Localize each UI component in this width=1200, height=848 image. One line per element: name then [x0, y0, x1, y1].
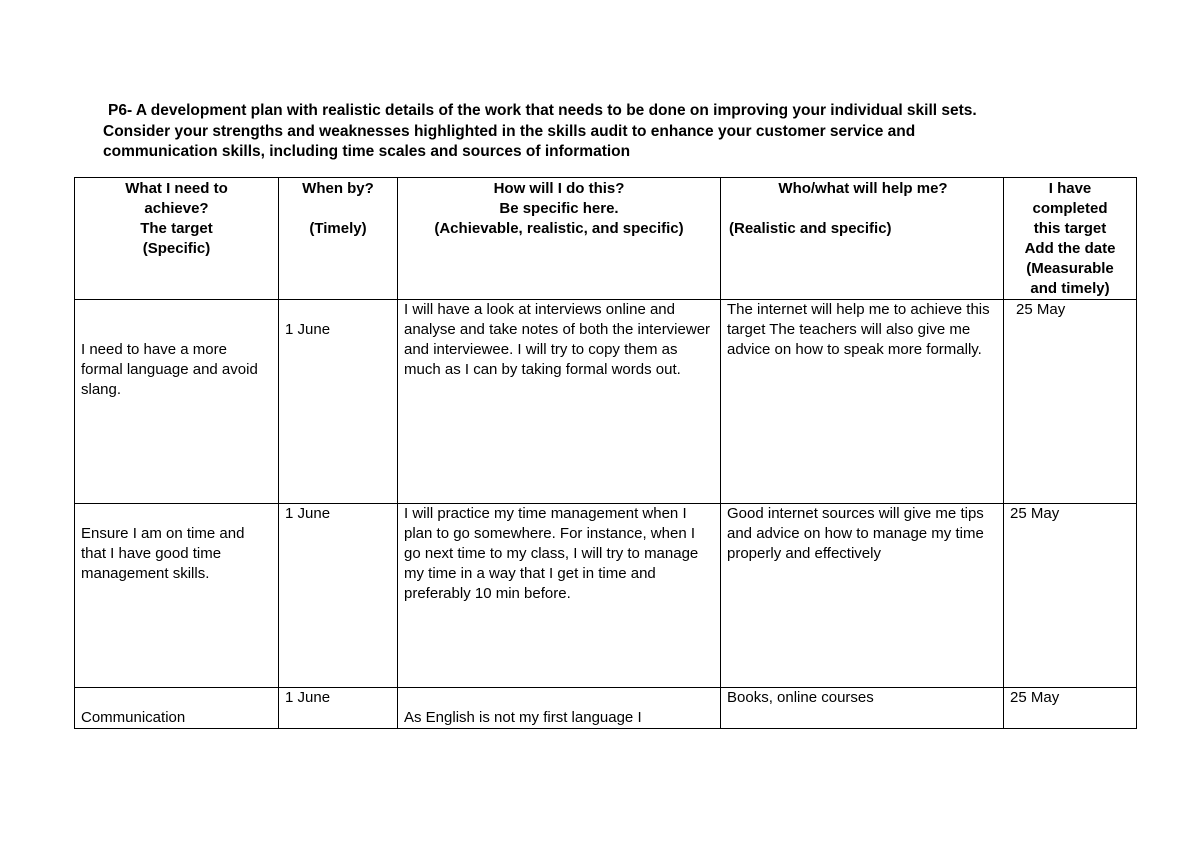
cell-target: Communication	[75, 688, 279, 729]
header-when: When by? (Timely)	[279, 178, 398, 300]
header-target: What I need to achieve? The target (Specific)	[75, 178, 279, 300]
cell-done: 25 May	[1004, 688, 1137, 729]
table-row	[75, 688, 1137, 729]
cell-who: Books, online courses	[721, 688, 1004, 729]
cell-target: Ensure I am on time and that I have good time management skills.	[75, 504, 279, 688]
table-row	[75, 300, 1137, 504]
cell-how: As English is not my first language I	[398, 688, 721, 729]
cell-done: 25 May	[1004, 504, 1137, 688]
instructions-line-1: P6- A development plan with realistic details of the work that needs to be done on improving your individual skill sets.	[108, 102, 977, 119]
cell-who: The internet will help me to achieve this target The teachers will also give me advice on how to speak more formally.	[721, 300, 1004, 504]
development-plan-table	[74, 177, 1137, 729]
header-done: I have completed this target Add the date (Measurable and timely)	[1004, 178, 1137, 300]
cell-when: 1 June	[279, 688, 398, 729]
cell-when: 1 June	[279, 504, 398, 688]
header-who: Who/what will help me? (Realistic and specific)	[721, 178, 1004, 300]
instructions-line-3: communication skills, including time scales and sources of information	[103, 143, 631, 160]
header-row	[75, 178, 1137, 300]
cell-how: I will practice my time management when I plan to go somewhere. For instance, when I go next time to my class, I will try to manage my time in a way that I get in time and preferably 10 min before.	[398, 504, 721, 688]
cell-who: Good internet sources will give me tips and advice on how to manage my time properly and effectively	[721, 504, 1004, 688]
cell-when: 1 June	[279, 300, 398, 504]
instructions-line-2: Consider your strengths and weaknesses highlighted in the skills audit to enhance your customer service and	[103, 122, 916, 140]
table-row	[75, 504, 1137, 688]
cell-target: I need to have a more formal language and avoid slang.	[75, 300, 279, 504]
cell-how: I will have a look at interviews online and analyse and take notes of both the interviewer and interviewee. I will try to copy them as much as I can by taking formal words out.	[398, 300, 721, 504]
header-how: How will I do this? Be specific here. (Achievable, realistic, and specific)	[398, 178, 721, 300]
instructions-paragraph	[103, 101, 1163, 163]
cell-done: 25 May	[1004, 300, 1137, 504]
